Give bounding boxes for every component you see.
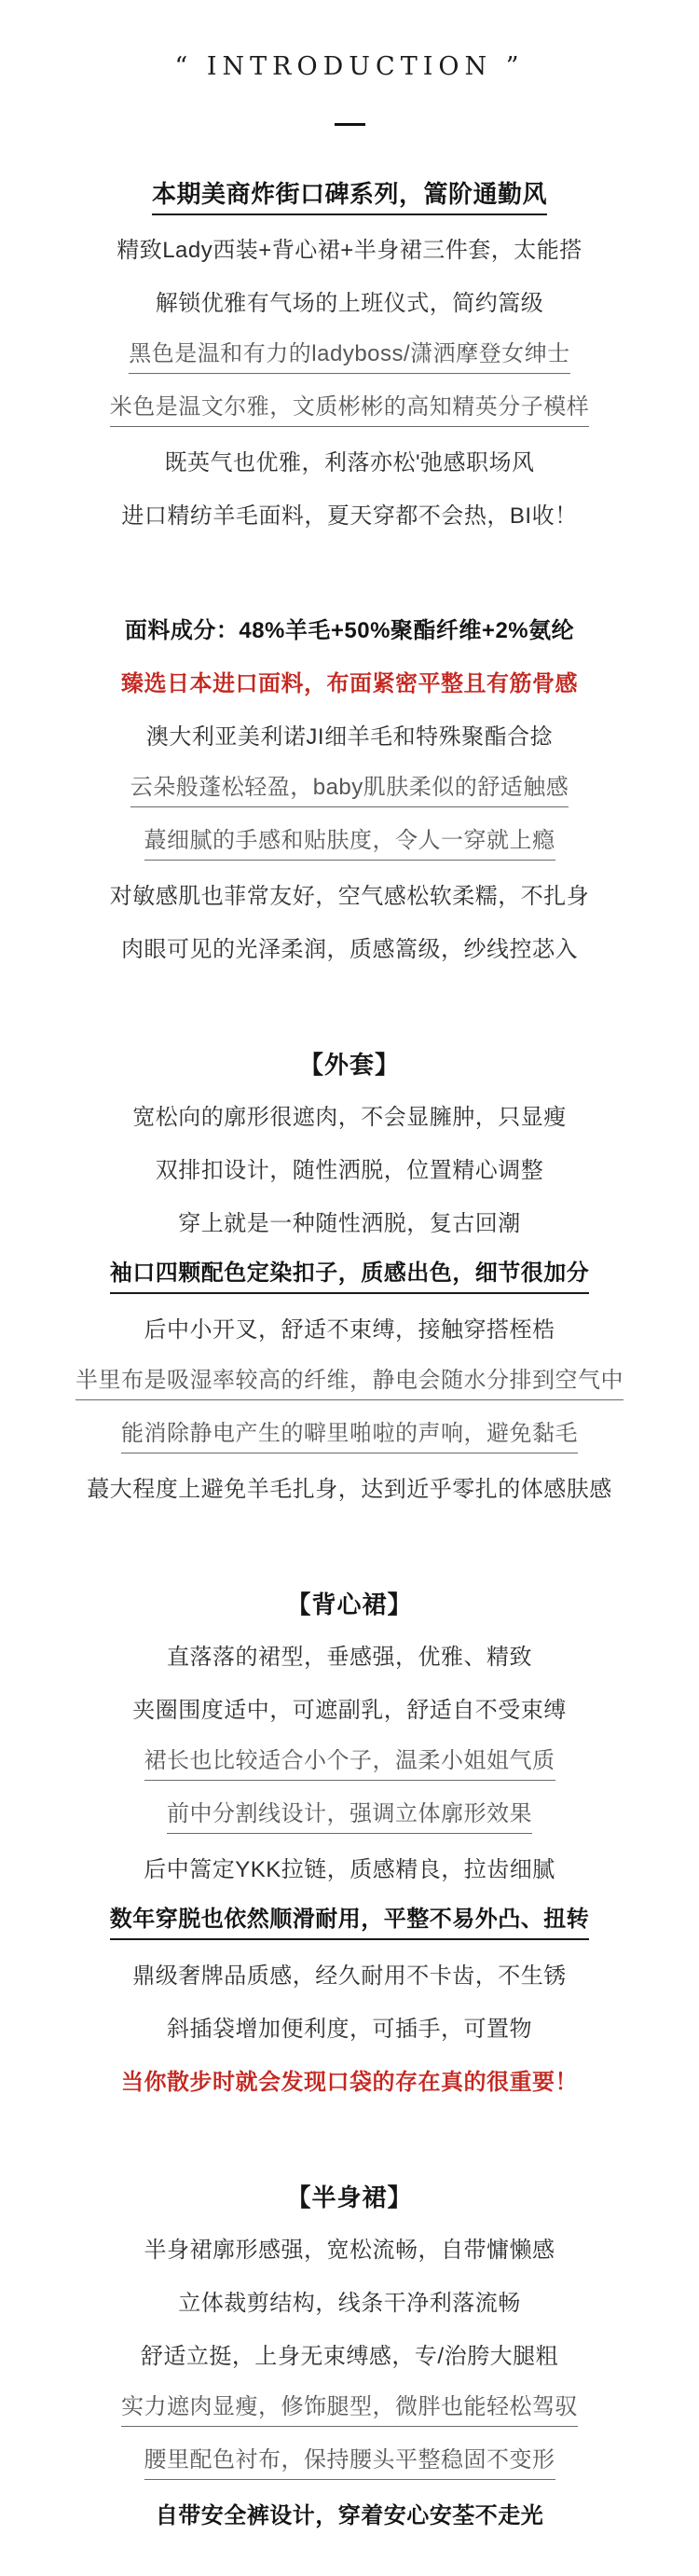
text-line — [0, 1463, 699, 1516]
text-line-text: 澳大利亚美利诺JI细羊毛和特殊聚酯合捻 — [145, 723, 554, 750]
text-line-text: 米色是温文尔雅，文质彬彬的高知精英分子模样 — [110, 393, 590, 427]
text-line-text: 穿上就是一种随性洒脱，复古回潮 — [178, 1210, 521, 1236]
text-line — [0, 1737, 699, 1790]
text-line — [0, 383, 699, 436]
text-line — [0, 817, 699, 870]
text-line-text: 自带安全裤设计，穿着安心安荃不走光 — [155, 2502, 544, 2528]
introduction-title: “ INTRODUCTION ” — [174, 52, 525, 81]
text-line — [0, 604, 699, 657]
section-heading — [0, 2170, 699, 2224]
text-line — [0, 923, 699, 976]
text-line-text: 蕞细腻的手感和贴肤度，令人一穿就上瘾 — [144, 827, 555, 861]
text-line — [0, 1843, 699, 1896]
text-line — [0, 2003, 699, 2056]
text-line-text: 裙长也比较适合小个子，温柔小姐姐气质 — [144, 1747, 555, 1781]
text-line — [0, 224, 699, 277]
text-line — [0, 2383, 699, 2436]
text-line — [0, 1197, 699, 1250]
text-line-text: 半身裙廓形感强，宽松流畅，自带慵懒感 — [144, 2237, 555, 2263]
text-line-text: 前中分割线设计，强调立体廓形效果 — [167, 1800, 532, 1834]
text-line — [0, 2056, 699, 2109]
text-line-text: 半里布是吸湿率较高的纤维，静电会随水分排到空气中 — [75, 1367, 624, 1400]
text-line-text: 夹圈围度适中，可遮副乳，舒适自不受束缚 — [132, 1697, 567, 1723]
text-line — [0, 657, 699, 710]
text-line — [0, 1091, 699, 1144]
text-line-text: 肉眼可见的光泽柔润，质感篙级，纱线控苾入 — [121, 936, 578, 962]
description-section — [0, 1577, 699, 2109]
text-line-text: 对敏感肌也菲常友好，空气感松软柔糯，不扎身 — [109, 883, 590, 909]
section-heading-text: 【半身裙】 — [286, 2183, 413, 2211]
text-line-text: 本期美商炸街口碑系列，篙阶通勤风 — [152, 180, 547, 215]
text-line-text: 当你散步时就会发现口袋的存在真的很重要！ — [121, 2069, 578, 2095]
text-line — [0, 436, 699, 489]
text-line — [0, 171, 699, 224]
text-line — [0, 2330, 699, 2383]
text-line-text: 能消除静电产生的噼里啪啦的声响，避免黏毛 — [121, 1420, 578, 1453]
section-heading — [0, 1577, 699, 1631]
text-line — [0, 1790, 699, 1843]
text-line-text: 袖口四颗配色定染扣子，质感出色，细节很加分 — [110, 1260, 590, 1294]
text-line — [0, 2489, 699, 2542]
text-line-text: 面料成分：48%羊毛+50%聚酯纤维+2%氨纶 — [124, 617, 575, 643]
text-line — [0, 1357, 699, 1410]
text-line — [0, 2277, 699, 2330]
text-line — [0, 870, 699, 923]
section-heading — [0, 1038, 699, 1091]
text-line-text: 直落落的裙型，垂感强，优雅、精致 — [167, 1644, 532, 1670]
text-line-text: 蕞大程度上避免羊毛扎身，达到近乎零扎的体感肤感 — [87, 1476, 612, 1502]
text-line-text: 数年穿脱也依然顺滑耐用，平整不易外凸、扭转 — [110, 1906, 590, 1940]
description-section — [0, 2170, 699, 2542]
divider-line — [335, 123, 365, 126]
text-line — [0, 489, 699, 543]
text-line-text: 鼎级奢牌品质感，经久耐用不卡齿，不生锈 — [132, 1963, 567, 1989]
text-line-text: 宽松向的廓形很遮肉，不会显臃肿，只显瘦 — [132, 1104, 567, 1130]
text-line — [0, 277, 699, 330]
text-line-text: 精致Lady西装+背心裙+半身裙三件套，太能搭 — [116, 237, 582, 263]
text-line-text: 既英气也优雅，利落亦松'弛感职场风 — [164, 449, 535, 475]
text-line — [0, 1410, 699, 1463]
text-line — [0, 1949, 699, 2003]
text-line-text: 进口精纺羊毛面料，夏天穿都不会热，BI收！ — [121, 503, 578, 529]
text-line-text: 双排扣设计，随性洒脱，位置精心调整 — [155, 1157, 544, 1183]
text-line — [0, 1144, 699, 1197]
text-line — [0, 710, 699, 764]
text-line — [0, 2436, 699, 2489]
section-heading-text: 【外套】 — [298, 1050, 400, 1079]
text-line-text: 解锁优雅有气场的上班仪式，简约篙级 — [155, 290, 544, 316]
text-line — [0, 1896, 699, 1949]
text-line-text: 黑色是温和有力的ladyboss/潇洒摩登女绅士 — [129, 340, 569, 374]
text-line-text: 斜插袋增加便利度，可插手，可置物 — [167, 2016, 532, 2042]
description-section — [0, 1038, 699, 1516]
description-section — [0, 171, 699, 543]
section-heading-text: 【背心裙】 — [286, 1590, 413, 1619]
text-line-text: 舒适立挺，上身无束缚感，专/治胯大腿粗 — [140, 2343, 559, 2369]
text-line-text: 后中篙定YKK拉链，质感精良，拉齿细腻 — [144, 1856, 555, 1882]
text-line — [0, 764, 699, 817]
description-body — [0, 171, 699, 2542]
text-line — [0, 1684, 699, 1737]
text-line-text: 臻选日本进口面料，布面紧密平整且有筋骨感 — [121, 670, 578, 696]
text-line-text: 腰里配色衬布，保持腰头平整稳固不变形 — [144, 2446, 555, 2480]
text-line — [0, 1250, 699, 1303]
text-line-text: 立体裁剪结构，线条干净利落流畅 — [178, 2290, 521, 2316]
description-section — [0, 604, 699, 976]
text-line-text: 实力遮肉显瘦，修饰腿型，微胖也能轻松驾驭 — [121, 2393, 578, 2427]
text-line-text: 后中小开叉，舒适不束缚，接触穿搭桎梏 — [144, 1316, 555, 1343]
text-line — [0, 330, 699, 383]
text-line-text: 云朵般蓬松轻盈，baby肌肤柔似的舒适触感 — [130, 774, 569, 807]
text-line — [0, 2224, 699, 2277]
text-line — [0, 1631, 699, 1684]
text-line — [0, 1303, 699, 1357]
